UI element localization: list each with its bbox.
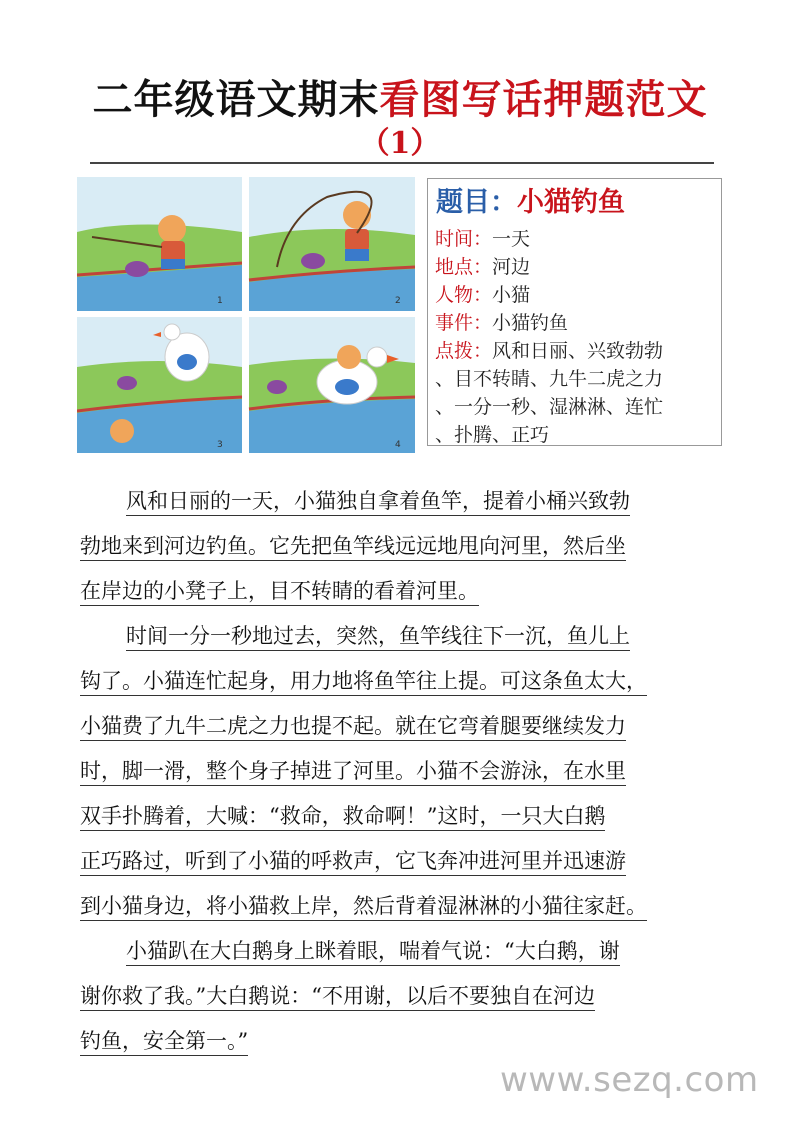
info-tips-line: 、一分一秒、湿淋淋、连忙 [435, 396, 664, 418]
title-red-part: 看图写话押题范文 [379, 76, 708, 123]
title-divider [90, 162, 714, 164]
story-line: 钓鱼，安全第一。” [80, 1025, 730, 1070]
story-line: 在岸边的小凳子上，目不转睛的看着河里。 [80, 575, 730, 620]
comic-panel-number-4: 4 [395, 440, 401, 450]
info-title [436, 185, 625, 221]
info-row-value: 小猫钓鱼 [492, 312, 569, 334]
comic-panel-3 [77, 317, 242, 453]
story-line: 到小猫身边，将小猫救上岸，然后背着湿淋淋的小猫往家赶。 [80, 890, 730, 935]
info-row-label: 地点： [435, 256, 493, 278]
comic-panel-4 [249, 317, 415, 453]
info-title-value: 小猫钓鱼 [517, 187, 625, 218]
info-box [427, 178, 722, 446]
story-line: 正巧路过，听到了小猫的呼救声，它飞奔冲进河里并迅速游 [80, 845, 730, 890]
info-row-value: 河边 [492, 256, 531, 278]
title-black-part: 二年级语文期末 [92, 76, 380, 123]
comic-panel-number-2: 2 [395, 296, 401, 306]
info-row-label: 点拨： [435, 340, 493, 362]
story-line: 小猫趴在大白鹅身上眯着眼，喘着气说：“大白鹅，谢 [80, 935, 730, 980]
info-tips-line: 、目不转睛、九牛二虎之力 [435, 368, 664, 390]
story-text [80, 485, 730, 1070]
story-line: 谢你救了我。”大白鹅说：“不用谢，以后不要独自在河边 [80, 980, 730, 1025]
page-subtitle: （1） [359, 126, 441, 161]
info-title-label: 题目： [436, 187, 517, 218]
info-tips-line: 、扑腾、正巧 [435, 424, 550, 446]
story-line: 时，脚一滑，整个身子掉进了河里。小猫不会游泳，在水里 [80, 755, 730, 800]
info-row-value: 小猫 [492, 284, 531, 306]
watermark: www.sezq.com [500, 1060, 759, 1100]
story-line: 风和日丽的一天，小猫独自拿着鱼竿，提着小桶兴致勃 [80, 485, 730, 530]
info-row-label: 时间： [435, 228, 493, 250]
story-line: 勃地来到河边钓鱼。它先把鱼竿线远远地甩向河里，然后坐 [80, 530, 730, 575]
info-row-character [435, 281, 717, 309]
info-rows [435, 225, 717, 449]
story-line: 双手扑腾着，大喊：“救命，救命啊！”这时，一只大白鹅 [80, 800, 730, 845]
comic-panel-number-3: 3 [217, 440, 223, 450]
info-row-tips [435, 337, 717, 365]
info-row-event [435, 309, 717, 337]
info-row-time [435, 225, 717, 253]
info-row-value: 一天 [492, 228, 531, 250]
comic-panel-1 [77, 177, 242, 311]
story-line: 钩了。小猫连忙起身，用力地将鱼竿往上提。可这条鱼太大， [80, 665, 730, 710]
comic-panel-number-1: 1 [217, 296, 223, 306]
comic-panel-2 [249, 177, 415, 311]
page-title [0, 74, 800, 126]
info-row-value: 风和日丽、兴致勃勃 [492, 340, 664, 362]
info-row-label: 事件： [435, 312, 493, 334]
comic-illustration [77, 177, 415, 453]
story-line: 小猫费了九牛二虎之力也提不起。就在它弯着腿要继续发力 [80, 710, 730, 755]
info-row-label: 人物： [435, 284, 493, 306]
info-row-place [435, 253, 717, 281]
story-line: 时间一分一秒地过去，突然，鱼竿线往下一沉，鱼儿上 [80, 620, 730, 665]
